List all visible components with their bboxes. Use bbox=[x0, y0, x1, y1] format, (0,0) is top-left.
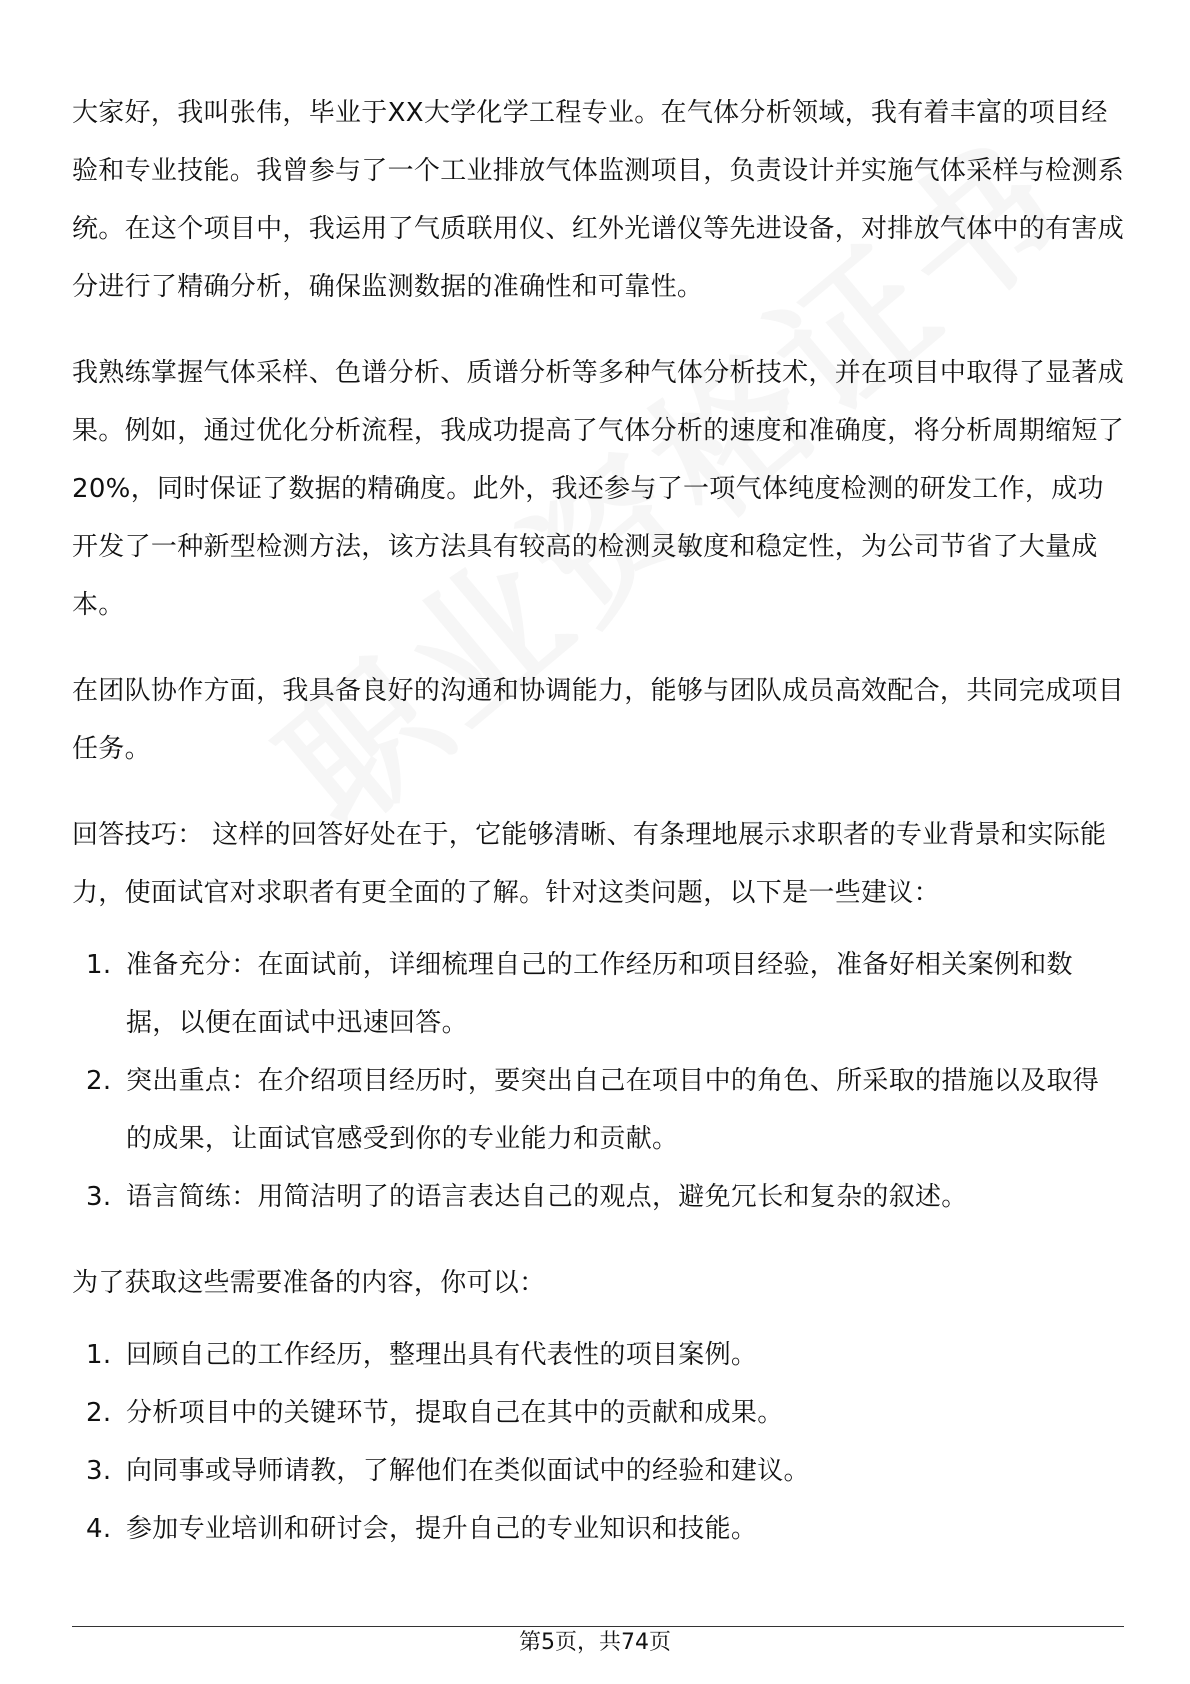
list-item-number: 3. bbox=[86, 1182, 112, 1212]
list-item bbox=[72, 1168, 1124, 1226]
list-item bbox=[72, 1500, 1124, 1558]
paragraph-intro: 大家好，我叫张伟，毕业于XX大学化学工程专业。在气体分析领域，我有着丰富的项目经验和专业技能。我曾参与了一个工业排放气体监测项目，负责设计并实施气体采样与检测系统。在这个项目中，我运用了气质联用仪、红外光谱仪等先进设备，对排放气体中的有害成分进行了精确分析，确保监测数据的准确性和可靠性。 bbox=[72, 98, 1125, 302]
page-content bbox=[72, 84, 1124, 1586]
list-item bbox=[72, 1326, 1124, 1384]
list-item bbox=[72, 1052, 1124, 1168]
paragraph-answer-tips: 回答技巧： 这样的回答好处在于，它能够清晰、有条理地展示求职者的专业背景和实际能力，使面试官对求职者有更全面的了解。针对这类问题，以下是一些建议： bbox=[72, 820, 1107, 908]
list-item-text: 回顾自己的工作经历，整理出具有代表性的项目案例。 bbox=[126, 1340, 758, 1370]
list-item-number: 1. bbox=[86, 950, 112, 980]
list-item-text: 语言简练：用简洁明了的语言表达自己的观点，避免冗长和复杂的叙述。 bbox=[126, 1182, 968, 1212]
list-item-text: 参加专业培训和研讨会，提升自己的专业知识和技能。 bbox=[126, 1514, 758, 1544]
list-item-text: 准备充分：在面试前，详细梳理自己的工作经历和项目经验，准备好相关案例和数据，以便在面试中迅速回答。 bbox=[126, 950, 1073, 1038]
list-item-text: 向同事或导师请教，了解他们在类似面试中的经验和建议。 bbox=[126, 1456, 810, 1486]
list-item-number: 4. bbox=[86, 1514, 112, 1544]
list-item-number: 2. bbox=[86, 1066, 112, 1096]
prep-steps-list bbox=[72, 1326, 1124, 1558]
list-item-text: 突出重点：在介绍项目经历时，要突出自己在项目中的角色、所采取的措施以及取得的成果，让面试官感受到你的专业能力和贡献。 bbox=[126, 1066, 1100, 1154]
footer-divider bbox=[72, 1626, 1124, 1627]
list-item-number: 3. bbox=[86, 1456, 112, 1486]
page-number: 第5页，共74页 bbox=[519, 1630, 671, 1655]
paragraph-skills: 我熟练掌握气体采样、色谱分析、质谱分析等多种气体分析技术，并在项目中取得了显著成果。例如，通过优化分析流程，我成功提高了气体分析的速度和准确度，将分析周期缩短了20%，同时保证了数据的精确度。此外，我还参与了一项气体纯度检测的研发工作，成功开发了一种新型检测方法，该方法具有较高的检测灵敏度和稳定性，为公司节省了大量成本。 bbox=[72, 358, 1125, 620]
list-item bbox=[72, 1442, 1124, 1500]
list-item bbox=[72, 936, 1124, 1052]
list-item-number: 1. bbox=[86, 1340, 112, 1370]
paragraph-teamwork: 在团队协作方面，我具备良好的沟通和协调能力，能够与团队成员高效配合，共同完成项目任务。 bbox=[72, 676, 1125, 764]
list-item-text: 分析项目中的关键环节，提取自己在其中的贡献和成果。 bbox=[126, 1398, 784, 1428]
paragraph-prep-intro: 为了获取这些需要准备的内容，你可以： bbox=[72, 1268, 546, 1298]
tips-list bbox=[72, 936, 1124, 1226]
list-item-number: 2. bbox=[86, 1398, 112, 1428]
list-item bbox=[72, 1384, 1124, 1442]
